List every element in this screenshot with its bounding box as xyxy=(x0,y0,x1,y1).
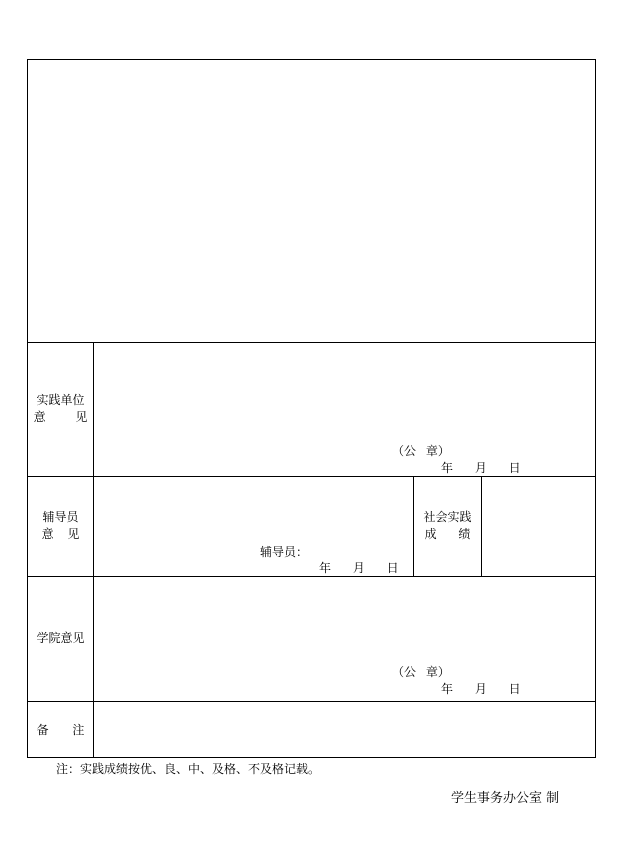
counselor-opinion-label-line1: 辅导员 xyxy=(42,510,79,524)
counselor-opinion-label-line2: 意 见 xyxy=(41,527,80,541)
issuing-office: 学生事务办公室 制 xyxy=(451,791,560,806)
table-bottom-border xyxy=(27,757,596,758)
unit-official-seal: （公 章） xyxy=(392,444,450,458)
counselor-date-line: 年 月 日 xyxy=(319,561,399,575)
counselor-opinion-label xyxy=(28,509,93,543)
counselor-signature-label: 辅导员： xyxy=(260,545,309,559)
table-right-border xyxy=(595,59,596,758)
practice-unit-opinion-label-line1: 实践单位 xyxy=(36,393,85,407)
remarks-field[interactable] xyxy=(94,702,595,757)
college-date-line: 年 月 日 xyxy=(441,682,521,696)
grading-note: 注：实践成绩按优、良、中、及格、不及格记载。 xyxy=(56,762,321,776)
college-official-seal: （公 章） xyxy=(392,665,450,679)
social-practice-score-label-line1: 社会实践 xyxy=(423,510,472,524)
unit-date-line: 年 月 日 xyxy=(441,461,521,475)
remarks-label: 备 注 xyxy=(36,723,85,737)
social-practice-score-label-line2: 成 绩 xyxy=(424,527,471,541)
college-opinion-label: 学院意见 xyxy=(36,631,85,645)
practice-content-area[interactable] xyxy=(28,60,595,342)
social-practice-score-label xyxy=(414,509,481,543)
social-practice-score-field[interactable] xyxy=(482,477,595,576)
practice-unit-opinion-label-line2: 意 见 xyxy=(33,410,88,424)
practice-unit-opinion-label xyxy=(28,392,93,426)
practice-unit-opinion-field[interactable] xyxy=(94,343,595,476)
